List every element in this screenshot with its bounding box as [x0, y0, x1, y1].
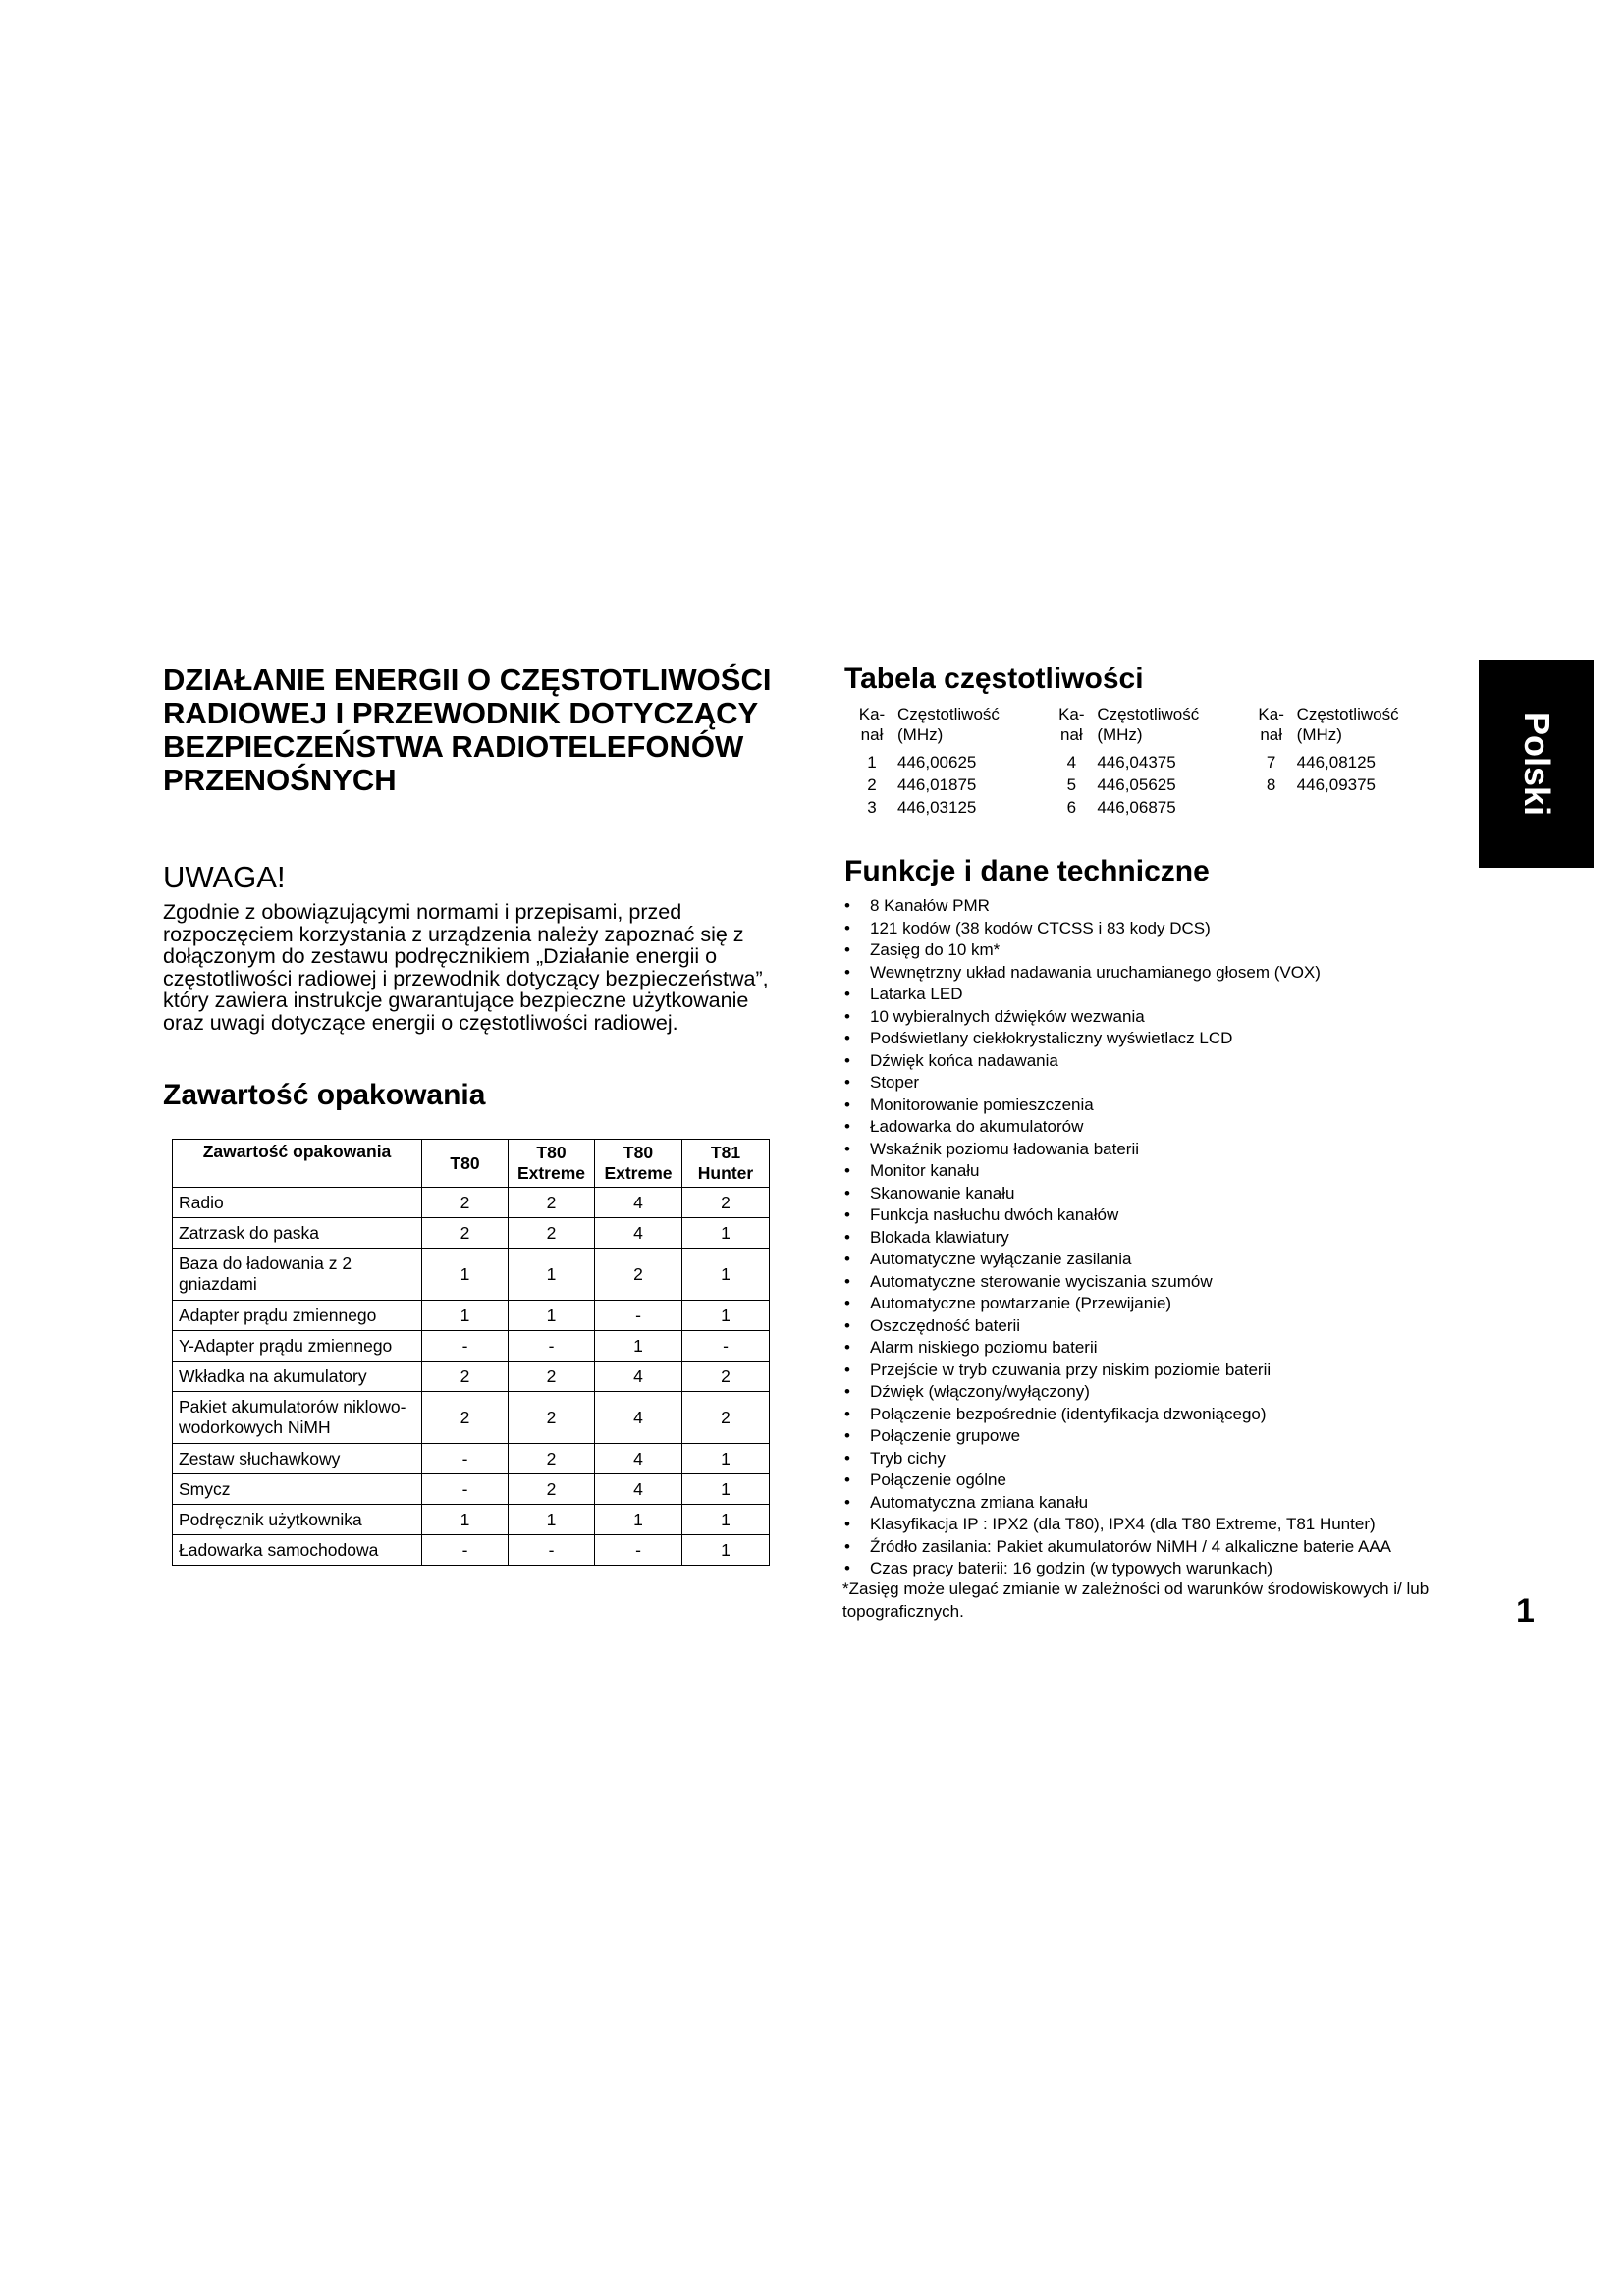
package-item: Adapter prądu zmiennego — [173, 1301, 422, 1331]
package-qty-col3: 4 — [595, 1218, 682, 1249]
feature-item: • Automatyczne sterowanie wyciszania szumów — [842, 1271, 1471, 1294]
package-table-body — [173, 1188, 770, 1566]
feature-item: • Stoper — [842, 1072, 1471, 1095]
package-qty-col2: 2 — [509, 1392, 595, 1444]
frequency-value: 446,03125 — [897, 798, 977, 817]
header-col2: T80 Extreme — [509, 1140, 595, 1188]
package-qty-col2: - — [509, 1331, 595, 1362]
feature-item: • Zasięg do 10 km* — [842, 939, 1471, 962]
package-qty-col1: - — [422, 1444, 509, 1474]
package-table — [172, 1139, 770, 1566]
feature-item: • Czas pracy baterii: 16 godzin (w typowych warunkach) — [842, 1558, 1471, 1580]
package-qty-col1: 2 — [422, 1362, 509, 1392]
frequency-value — [1293, 796, 1449, 819]
feature-item: • Skanowanie kanału — [842, 1183, 1471, 1205]
channel-number: 3 — [867, 798, 877, 817]
channel-number: 6 — [1066, 798, 1077, 817]
package-qty-col3: 4 — [595, 1392, 682, 1444]
feature-item: • Źródło zasilania: Pakiet akumulatorów NiMH / 4 alkaliczne baterie AAA — [842, 1536, 1471, 1559]
header-col4: T81 Hunter — [682, 1140, 770, 1188]
package-qty-col4: 1 — [682, 1301, 770, 1331]
package-qty-col3: 4 — [595, 1474, 682, 1505]
frequency-value: 446,04375 — [1097, 753, 1176, 772]
package-qty-col2: 2 — [509, 1218, 595, 1249]
feature-item: • Automatyczne wyłączanie zasilania — [842, 1249, 1471, 1271]
feature-item: • Oszczędność baterii — [842, 1315, 1471, 1338]
frequency-table-body — [850, 751, 1449, 819]
package-item: Pakiet akumulatorów niklowo-wodorkowych NiMH — [173, 1392, 422, 1444]
feature-item: • Połączenie grupowe — [842, 1425, 1471, 1448]
package-item: Baza do ładowania z 2 gniazdami — [173, 1249, 422, 1301]
package-row — [173, 1535, 770, 1566]
package-qty-col2: 2 — [509, 1362, 595, 1392]
feature-item: • Klasyfikacja IP : IPX2 (dla T80), IPX4 (dla T80 Extreme, T81 Hunter) — [842, 1514, 1471, 1536]
header-frequency: Częstotliwość (MHz) — [1296, 705, 1399, 744]
header-channel: Ka-nał — [1258, 705, 1284, 744]
header-frequency: Częstotliwość (MHz) — [1097, 705, 1200, 744]
header-col3: T80 Extreme — [595, 1140, 682, 1188]
header-item: Zawartość opakowania — [173, 1140, 422, 1188]
package-qty-col4: 1 — [682, 1535, 770, 1566]
package-qty-col4: 1 — [682, 1249, 770, 1301]
feature-item: • Alarm niskiego poziomu baterii — [842, 1337, 1471, 1360]
header-channel: Ka-nał — [1058, 705, 1085, 744]
frequency-value: 446,05625 — [1097, 775, 1176, 794]
feature-item: • Połączenie ogólne — [842, 1469, 1471, 1492]
package-qty-col3: 1 — [595, 1331, 682, 1362]
package-row — [173, 1249, 770, 1301]
channel-number: 1 — [867, 753, 877, 772]
header-frequency: Częstotliwość (MHz) — [897, 705, 1000, 744]
feature-item: • Automatyczne powtarzanie (Przewijanie) — [842, 1293, 1471, 1315]
header-channel: Ka-nał — [858, 705, 886, 744]
package-qty-col3: 4 — [595, 1188, 682, 1218]
package-row — [173, 1218, 770, 1249]
package-qty-col2: 2 — [509, 1444, 595, 1474]
package-item: Ładowarka samochodowa — [173, 1535, 422, 1566]
frequency-table — [850, 704, 1449, 819]
feature-item: • Monitorowanie pomieszczenia — [842, 1095, 1471, 1117]
frequency-value: 446,08125 — [1296, 753, 1377, 772]
channel-number: 8 — [1266, 775, 1276, 794]
package-qty-col2: 1 — [509, 1505, 595, 1535]
frequency-value: 446,09375 — [1296, 775, 1377, 794]
package-row — [173, 1505, 770, 1535]
package-item: Podręcznik użytkownika — [173, 1505, 422, 1535]
package-qty-col4: 1 — [682, 1444, 770, 1474]
uwaga-heading: UWAGA! — [163, 860, 286, 894]
package-row — [173, 1392, 770, 1444]
channel-number — [1250, 796, 1293, 819]
feature-item: • 121 kodów (38 kodów CTCSS i 83 kody DCS) — [842, 918, 1471, 940]
package-qty-col1: - — [422, 1331, 509, 1362]
channel-number: 2 — [867, 775, 877, 794]
page-number: 1 — [1516, 1592, 1535, 1629]
package-qty-col2: 2 — [509, 1474, 595, 1505]
channel-number: 4 — [1066, 753, 1077, 772]
features-footnote: *Zasięg może ulegać zmianie w zależności od warunków środowiskowych i/ lub topograficznych. — [842, 1579, 1430, 1621]
frequency-row — [850, 796, 1449, 819]
feature-item: • Wewnętrzny układ nadawania uruchamianego głosem (VOX) — [842, 962, 1471, 985]
header-col1: T80 — [422, 1140, 509, 1188]
package-row — [173, 1331, 770, 1362]
package-item: Zatrzask do paska — [173, 1218, 422, 1249]
package-item: Zestaw słuchawkowy — [173, 1444, 422, 1474]
package-qty-col3: - — [595, 1301, 682, 1331]
channel-number: 7 — [1266, 753, 1276, 772]
package-qty-col1: 2 — [422, 1218, 509, 1249]
package-qty-col3: - — [595, 1535, 682, 1566]
package-qty-col3: 2 — [595, 1249, 682, 1301]
language-tab-label: Polski — [1516, 711, 1557, 817]
package-qty-col1: 1 — [422, 1249, 509, 1301]
frequency-row — [850, 774, 1449, 796]
package-qty-col1: - — [422, 1535, 509, 1566]
feature-item: • Dźwięk (włączony/wyłączony) — [842, 1381, 1471, 1404]
feature-item: • Podświetlany ciekłokrystaliczny wyświetlacz LCD — [842, 1028, 1471, 1050]
package-row — [173, 1188, 770, 1218]
frequency-value: 446,06875 — [1097, 798, 1176, 817]
feature-item: • Tryb cichy — [842, 1448, 1471, 1470]
language-tab — [1479, 660, 1594, 868]
package-qty-col3: 4 — [595, 1362, 682, 1392]
package-qty-col3: 4 — [595, 1444, 682, 1474]
package-table-header — [173, 1140, 770, 1188]
package-qty-col4: 2 — [682, 1188, 770, 1218]
features-heading: Funkcje i dane techniczne — [844, 855, 1210, 887]
package-qty-col4: 1 — [682, 1505, 770, 1535]
warning-title: DZIAŁANIE ENERGII O CZĘSTOTLIWOŚCI RADIOWEJ I PRZEWODNIK DOTYCZĄCY BEZPIECZEŃSTWA RADIOTELEFONÓW PRZENOŚNYCH — [163, 663, 772, 797]
feature-item: • Latarka LED — [842, 984, 1471, 1006]
package-qty-col3: 1 — [595, 1505, 682, 1535]
package-qty-col2: 1 — [509, 1301, 595, 1331]
package-item: Y-Adapter prądu zmiennego — [173, 1331, 422, 1362]
package-qty-col1: 2 — [422, 1188, 509, 1218]
package-qty-col4: 1 — [682, 1218, 770, 1249]
uwaga-text: Zgodnie z obowiązującymi normami i przepisami, przed rozpoczęciem korzystania z urządzenia należy zapoznać się z dołączonym do zestawu podręcznikiem „Działanie energii o częstotliwości radiowej i przewodnik dotyczący bezpieczeństwa”, który zawiera instrukcje gwarantujące bezpieczne użytkowanie oraz uwagi dotyczące energii o częstotliwości radiowej. — [163, 900, 769, 1035]
feature-item: • Przejście w tryb czuwania przy niskim poziomie baterii — [842, 1360, 1471, 1382]
package-qty-col1: 2 — [422, 1392, 509, 1444]
package-qty-col1: 1 — [422, 1301, 509, 1331]
package-item: Wkładka na akumulatory — [173, 1362, 422, 1392]
feature-item: • Automatyczna zmiana kanału — [842, 1492, 1471, 1515]
feature-item: • Funkcja nasłuchu dwóch kanałów — [842, 1204, 1471, 1227]
package-item: Radio — [173, 1188, 422, 1218]
frequency-value: 446,01875 — [897, 775, 977, 794]
package-qty-col4: 2 — [682, 1392, 770, 1444]
package-item: Smycz — [173, 1474, 422, 1505]
package-qty-col1: 1 — [422, 1505, 509, 1535]
package-row — [173, 1362, 770, 1392]
feature-item: • Połączenie bezpośrednie (identyfikacja dzwoniącego) — [842, 1404, 1471, 1426]
frequency-row — [850, 751, 1449, 774]
package-qty-col4: 2 — [682, 1362, 770, 1392]
package-qty-col2: 1 — [509, 1249, 595, 1301]
frequency-heading: Tabela częstotliwości — [844, 663, 1144, 695]
features-list — [842, 895, 1471, 1580]
package-qty-col4: 1 — [682, 1474, 770, 1505]
channel-number: 5 — [1066, 775, 1077, 794]
package-qty-col2: - — [509, 1535, 595, 1566]
package-qty-col2: 2 — [509, 1188, 595, 1218]
feature-item: • Wskaźnik poziomu ładowania baterii — [842, 1139, 1471, 1161]
package-row — [173, 1301, 770, 1331]
feature-item: • Blokada klawiatury — [842, 1227, 1471, 1250]
frequency-table-header — [850, 704, 1449, 751]
package-row — [173, 1444, 770, 1474]
feature-item: • Monitor kanału — [842, 1160, 1471, 1183]
package-qty-col1: - — [422, 1474, 509, 1505]
feature-item: • Ładowarka do akumulatorów — [842, 1116, 1471, 1139]
feature-item: • Dźwięk końca nadawania — [842, 1050, 1471, 1073]
feature-item: • 8 Kanałów PMR — [842, 895, 1471, 918]
frequency-value: 446,00625 — [897, 753, 977, 772]
feature-item: • 10 wybieralnych dźwięków wezwania — [842, 1006, 1471, 1029]
package-row — [173, 1474, 770, 1505]
package-heading: Zawartość opakowania — [163, 1079, 486, 1111]
package-qty-col4: - — [682, 1331, 770, 1362]
